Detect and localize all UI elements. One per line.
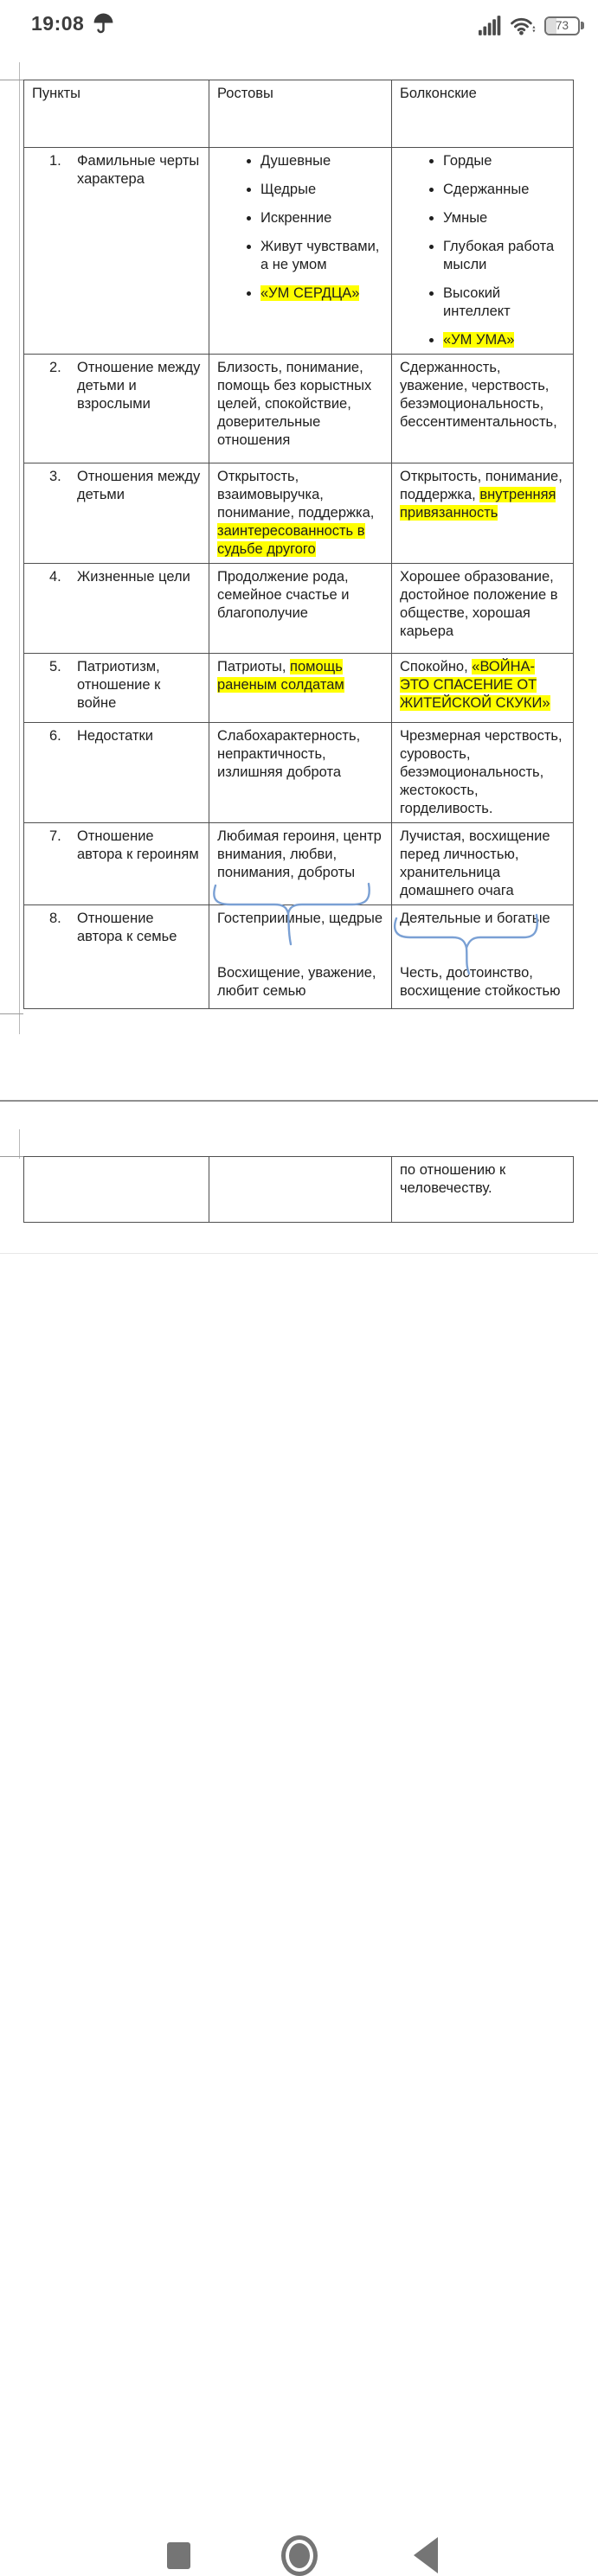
row-points-cell[interactable] [24,823,209,905]
table-row [24,463,574,564]
table-row [24,355,574,463]
umbrella-weather-icon [93,12,114,35]
wifi-icon [510,15,537,36]
navigation-bar [0,1253,598,1329]
row-number: 8. [49,911,61,926]
rostovy-cell[interactable]: Патриоты, помощь раненым солдатам [209,654,392,723]
row-number: 6. [49,728,61,744]
wifi-download-arrow-icon [532,30,535,33]
row-number: 7. [49,828,61,844]
bolkonskie-cell[interactable]: Сдержанность, уважение, черствость, безэмоциональность, бессентиментальность, [392,355,574,463]
bolkonskie-cell[interactable]: Спокойно, «ВОЙНА- ЭТО СПАСЕНИЕ ОТ ЖИТЕЙСКОЙ СКУКИ» [392,654,574,723]
back-button[interactable] [414,2537,438,2573]
rostovy-cell[interactable] [209,148,392,355]
table-row [24,564,574,654]
rostovy-cell[interactable]: Открытость, взаимовыручка, понимание, поддержка, заинтересованность в судьбе другого [209,463,392,564]
table-row [24,148,574,355]
paragraph: Честь, достоинство, восхищение стойкостью [400,965,561,999]
rostovy-cell[interactable]: Продолжение рода, семейное счастье и благополучие [209,564,392,654]
bullet-item: • Гордые [443,152,565,170]
margin-guide-line [19,1129,20,1159]
row-title: Жизненные цели [77,569,190,585]
bolkonskie-cell[interactable]: Чрезмерная черствость, суровость, безэмоциональность, жестокость, горделивость. [392,723,574,823]
rostovy-cell[interactable]: Любимая героиня, центр внимания, любви, понимания, доброты [209,823,392,905]
battery-tip [581,22,584,29]
header-label: Пункты [32,86,81,101]
row-number: 5. [49,659,61,674]
row-points-cell[interactable] [24,905,209,1009]
row-number: 4. [49,569,61,585]
empty-cell[interactable] [209,1157,392,1223]
rostovy-cell[interactable]: Близость, понимание, помощь без корыстных целей, спокойствие, доверительные отношения [209,355,392,463]
cellular-signal-icon [479,16,502,35]
status-bar [0,0,598,54]
row-number: 3. [49,469,61,484]
bolkonskie-cell[interactable]: по отношению к человечеству. [392,1157,574,1223]
paragraph: Гостеприимные, щедрые [217,911,383,926]
row-points-cell[interactable] [24,355,209,463]
bullet-item: • Сдержанные [443,181,565,199]
bolkonskie-cell[interactable] [392,148,574,355]
bolkonskie-cell[interactable]: Хорошее образование, достойное положение в обществе, хорошая карьера [392,564,574,654]
row-number: 1. [49,153,61,169]
bullet-item: • Щедрые [260,181,383,199]
bullet-list [400,152,565,349]
battery-percent-text: 73 [555,18,569,32]
row-title: Отношение между детьми и взрослыми [77,360,201,412]
column-header-points[interactable] [24,80,209,148]
row-title: Недостатки [77,728,153,744]
highlighted-text: «УМ СЕРДЦА» [260,285,360,301]
paragraph: Деятельные и богатые [400,911,550,926]
row-points-cell[interactable] [24,564,209,654]
row-points-cell[interactable] [24,148,209,355]
highlighted-text: «УМ УМА» [443,332,515,348]
margin-guide-line [19,62,20,1034]
home-button-icon [289,2543,310,2568]
row-title: Отношения между детьми [77,469,201,502]
recents-button[interactable] [167,2542,190,2569]
bullet-item: • Живут чувствами, а не умом [260,238,383,274]
rostovy-cell[interactable] [209,905,392,1009]
wifi-upload-arrow-icon [532,26,535,29]
bolkonskie-cell[interactable]: Открытость, понимание, поддержка, внутренняя привязанность [392,463,574,564]
table-row [24,905,574,1009]
bullet-item [443,331,565,349]
row-title: Отношение автора к семье [77,911,177,944]
header-label: Ростовы [217,86,273,101]
bullet-item: • Высокий интеллект [443,284,565,321]
bolkonskie-cell[interactable]: Лучистая, восхищение перед личностью, хранительница домашнего очага [392,823,574,905]
row-title: Отношение автора к героиням [77,828,199,862]
battery-icon [544,16,584,35]
highlighted-text: «ВОЙНА- ЭТО СПАСЕНИЕ ОТ ЖИТЕЙСКОЙ СКУКИ» [400,659,550,711]
home-button[interactable] [281,2535,318,2576]
bullet-item: • Душевные [260,152,383,170]
table-row [24,823,574,905]
paragraph: Восхищение, уважение, любит семью [217,965,376,999]
bullet-list [217,152,383,303]
header-label: Болконские [400,86,477,101]
margin-tick [0,1156,23,1157]
comparison-table [23,80,574,1009]
highlighted-text: заинтересованность в судьбе другого [217,523,365,557]
row-title: Фамильные черты характера [77,153,200,187]
row-points-cell[interactable] [24,463,209,564]
row-number: 2. [49,360,61,375]
row-title: Патриотизм, отношение к войне [77,659,161,711]
table-row [24,654,574,723]
empty-cell[interactable] [24,1157,209,1223]
highlighted-text: внутренняя привязанность [400,487,556,521]
table-header-row [24,80,574,148]
highlighted-text: помощь раненым солдатам [217,659,344,693]
bullet-item: • Глубокая работа мысли [443,238,565,274]
page-break-divider [0,1100,598,1102]
row-points-cell[interactable] [24,654,209,723]
bolkonskie-cell[interactable] [392,905,574,1009]
margin-tick [0,1013,23,1014]
column-header-rostovy[interactable] [209,80,392,148]
clock-time: 19:08 [31,12,85,35]
next-page-table [23,1156,574,1223]
table-row [24,723,574,823]
rostovy-cell[interactable]: Слабохарактерность, непрактичность, излишняя доброта [209,723,392,823]
row-points-cell[interactable] [24,723,209,823]
bullet-item: • Искренние [260,209,383,227]
column-header-bolkonskie[interactable] [392,80,574,148]
table-row [24,1157,574,1223]
bullet-item: • Умные [443,209,565,227]
bullet-item [260,284,383,303]
